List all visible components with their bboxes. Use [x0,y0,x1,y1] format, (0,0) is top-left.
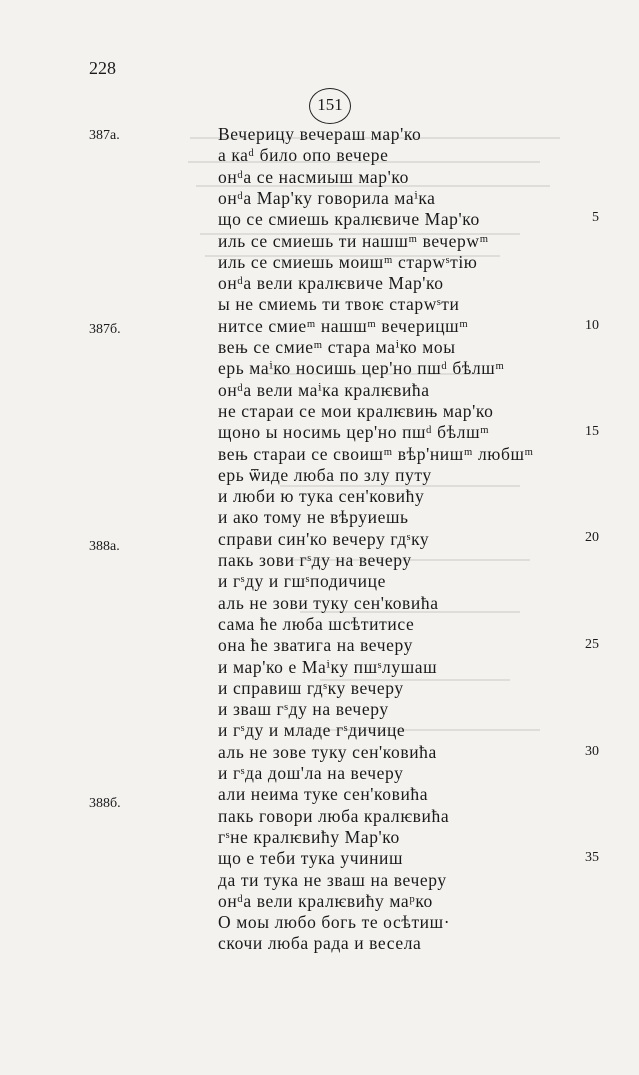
verse-line: и мар'ко е Маⁱку пшˢлушаш [218,656,438,677]
verse-line: и ако тому не вѣруиешь [218,507,409,528]
margin-label: 387б. [89,322,121,337]
margin-label: 388б. [89,796,121,811]
verse-line: вењ стараи се своишᵐ вѣр'нишᵐ любшᵐ [218,443,534,464]
verse-line: онᵈа Мар'ку говорила маⁱка [218,187,436,208]
line-number: 20 [585,530,599,545]
verse-line: О моы любо богь те осѣтиш· [218,912,451,933]
verse-line: и люби ю тука сен'ковићу [218,486,425,507]
verse-line: и зваш гˢду на вечеру [218,699,389,720]
folio-marker [309,88,351,124]
verse-line: иль се смиешь ти нашшᵐ вечерᴡᵐ [218,230,489,251]
verse-line: онᵈа вели кралѥвићу маᵖко [218,890,433,911]
verse-line: али неима туке сен'ковића [218,784,429,805]
verse-line: нитсе смиеᵐ нашшᵐ вечерицшᵐ [218,315,469,336]
verse-line: що е теби тука учиниш [218,848,404,869]
verse-line: Вечерицу вечераш мар'ко [218,124,422,144]
verse-line: щоно ы носимь цер'но пшᵈ бѣлшᵐ [218,422,490,443]
verse-line: онᵈа се насмиыш мар'ко [218,166,409,187]
verse-line: аль не зове туку сен'ковића [218,741,437,762]
line-number: 35 [585,850,599,865]
margin-label: 387a. [89,128,120,143]
margin-label: 388a. [89,539,120,554]
verse-line: и гˢда дош'ла на вечеру [218,763,404,783]
folio-number: 151 [317,95,343,114]
verse-line: аль не зови туку сен'ковића [218,592,439,613]
verse-line: и гˢду и гшˢподичице [218,571,386,592]
verse-line: она ће зватига на вечеру [218,635,413,656]
verse-line: гˢне кралѥвићу Мар'ко [218,826,400,847]
verse-line: ерь маⁱко носишь цер'но пшᵈ бѣлшᵐ [218,358,505,379]
line-number: 15 [585,424,599,439]
verse-line: справи син'ко вечеру гдˢку [218,528,430,549]
verse-line: и справиш гдˢку вечеру [218,677,404,698]
verse-line: скочи люба рада и весела [218,933,422,954]
line-number: 5 [592,210,599,225]
verse-line: сама ће люба шсѣтитисе [218,613,415,634]
verse-line: а каᵈ било опо вечере [218,145,389,166]
verse-line: и гˢду и младе гˢдичице [218,720,406,741]
verse-line: пакь зови гˢду на вечеру [218,550,412,570]
verse-line: ы не смиемь ти твоѥ старᴡˢти [218,294,460,315]
verse-line: не стараи се мои кралѥвињ мар'ко [218,400,494,421]
verse-line: онᵈа вели кралѥвиче Мар'ко [218,273,444,294]
page-number: 228 [89,58,116,78]
line-number: 25 [585,637,599,652]
verse-line: пакь говори люба кралѥвића [218,805,450,826]
verse-line: що се смиешь кралѥвиче Мар'ко [218,209,480,230]
verse-line: да ти тука не зваш на вечеру [218,869,447,890]
verse-line: иль се смиешь моишᵐ старᴡˢтiю [218,251,478,272]
line-number: 30 [585,744,599,759]
verse-line: вењ се смиеᵐ стара маⁱко моы [218,337,456,357]
line-number: 10 [585,318,599,333]
verse-line: онᵈа вели маⁱка кралѥвића [218,379,430,400]
verse-line: ерь ѿиде люба по злу путу [218,464,432,485]
